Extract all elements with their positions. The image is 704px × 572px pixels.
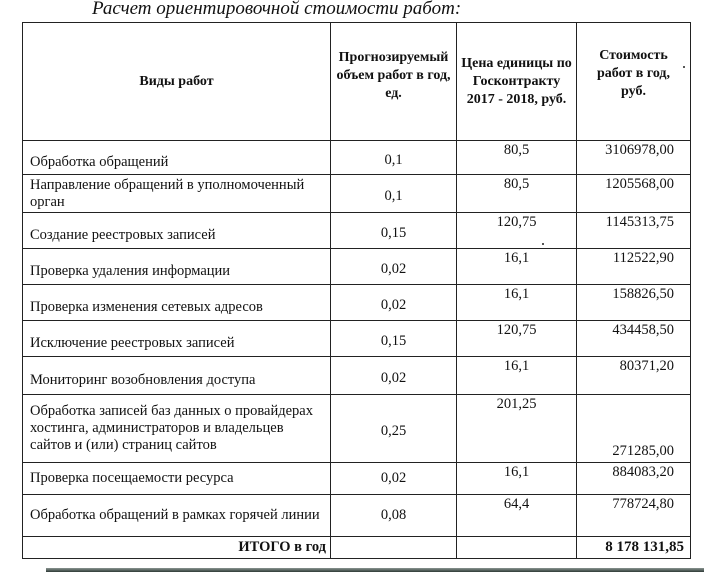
- row-price: 80,5: [457, 141, 577, 175]
- row-cost: 3106978,00: [577, 141, 691, 175]
- row-work-name: Проверка посещаемости ресурса: [23, 463, 331, 495]
- total-empty-cell: [331, 537, 457, 559]
- header-row: [23, 23, 691, 141]
- row-cost: 112522,90: [577, 249, 691, 285]
- table-row: [23, 141, 691, 175]
- row-work-name: Исключение реестровых записей: [23, 321, 331, 357]
- row-price: 120,75: [457, 321, 577, 357]
- scan-speck: [542, 243, 544, 245]
- table-row: [23, 463, 691, 495]
- row-cost: 271285,00: [577, 395, 691, 463]
- row-cost: 884083,20: [577, 463, 691, 495]
- header-cost: Стоимость работ в год, руб.: [577, 23, 691, 141]
- row-price: 64,4: [457, 495, 577, 537]
- row-price: 120,75: [457, 213, 577, 249]
- row-cost: 158826,50: [577, 285, 691, 321]
- row-volume: 0,02: [331, 463, 457, 495]
- scan-speck: [683, 66, 685, 68]
- row-cost: 1205568,00: [577, 175, 691, 213]
- header-volume: Прогнозируемый объем работ в год, ед.: [331, 23, 457, 141]
- table-row: [23, 249, 691, 285]
- row-work-name: Обработка обращений в рамках горячей линии: [23, 495, 331, 537]
- row-cost: 778724,80: [577, 495, 691, 537]
- total-label: ИТОГО в год: [23, 537, 331, 559]
- table-row: [23, 395, 691, 463]
- total-row: [23, 537, 691, 559]
- row-work-name: Направление обращений в уполномоченный орган: [23, 175, 331, 213]
- cost-table: [22, 22, 691, 559]
- row-price: 201,25: [457, 395, 577, 463]
- table-row: [23, 495, 691, 537]
- row-volume: 0,25: [331, 395, 457, 463]
- row-volume: 0,15: [331, 321, 457, 357]
- row-work-name: Проверка удаления информации: [23, 249, 331, 285]
- row-cost: 1145313,75: [577, 213, 691, 249]
- row-price: 16,1: [457, 249, 577, 285]
- row-volume: 0,15: [331, 213, 457, 249]
- table-row: [23, 285, 691, 321]
- row-volume: 0,02: [331, 285, 457, 321]
- scan-edge-bar: [46, 568, 704, 572]
- row-cost: 434458,50: [577, 321, 691, 357]
- row-volume: 0,02: [331, 249, 457, 285]
- row-work-name: Мониторинг возобновления доступа: [23, 357, 331, 395]
- row-volume: 0,02: [331, 357, 457, 395]
- row-price: 16,1: [457, 463, 577, 495]
- total-empty-cell: [457, 537, 577, 559]
- total-value: 8 178 131,85: [577, 537, 691, 559]
- header-work-type: Виды работ: [23, 23, 331, 141]
- row-work-name: Обработка обращений: [23, 141, 331, 175]
- row-work-name: Проверка изменения сетевых адресов: [23, 285, 331, 321]
- table-row: [23, 321, 691, 357]
- row-volume: 0,08: [331, 495, 457, 537]
- row-work-name: Обработка записей баз данных о провайдерах хостинга, администраторов и владельцев сайтов и (или) страниц сайтов: [23, 395, 331, 463]
- row-price: 80,5: [457, 175, 577, 213]
- row-volume: 0,1: [331, 141, 457, 175]
- header-price: Цена единицы по Госконтракту 2017 - 2018, руб.: [457, 23, 577, 141]
- table-row: [23, 357, 691, 395]
- row-volume: 0,1: [331, 175, 457, 213]
- table-row: [23, 175, 691, 213]
- document-title: Расчет ориентировочной стоимости работ:: [92, 0, 462, 19]
- row-work-name: Создание реестровых записей: [23, 213, 331, 249]
- table-row: [23, 213, 691, 249]
- row-price: 16,1: [457, 357, 577, 395]
- row-cost: 80371,20: [577, 357, 691, 395]
- row-price: 16,1: [457, 285, 577, 321]
